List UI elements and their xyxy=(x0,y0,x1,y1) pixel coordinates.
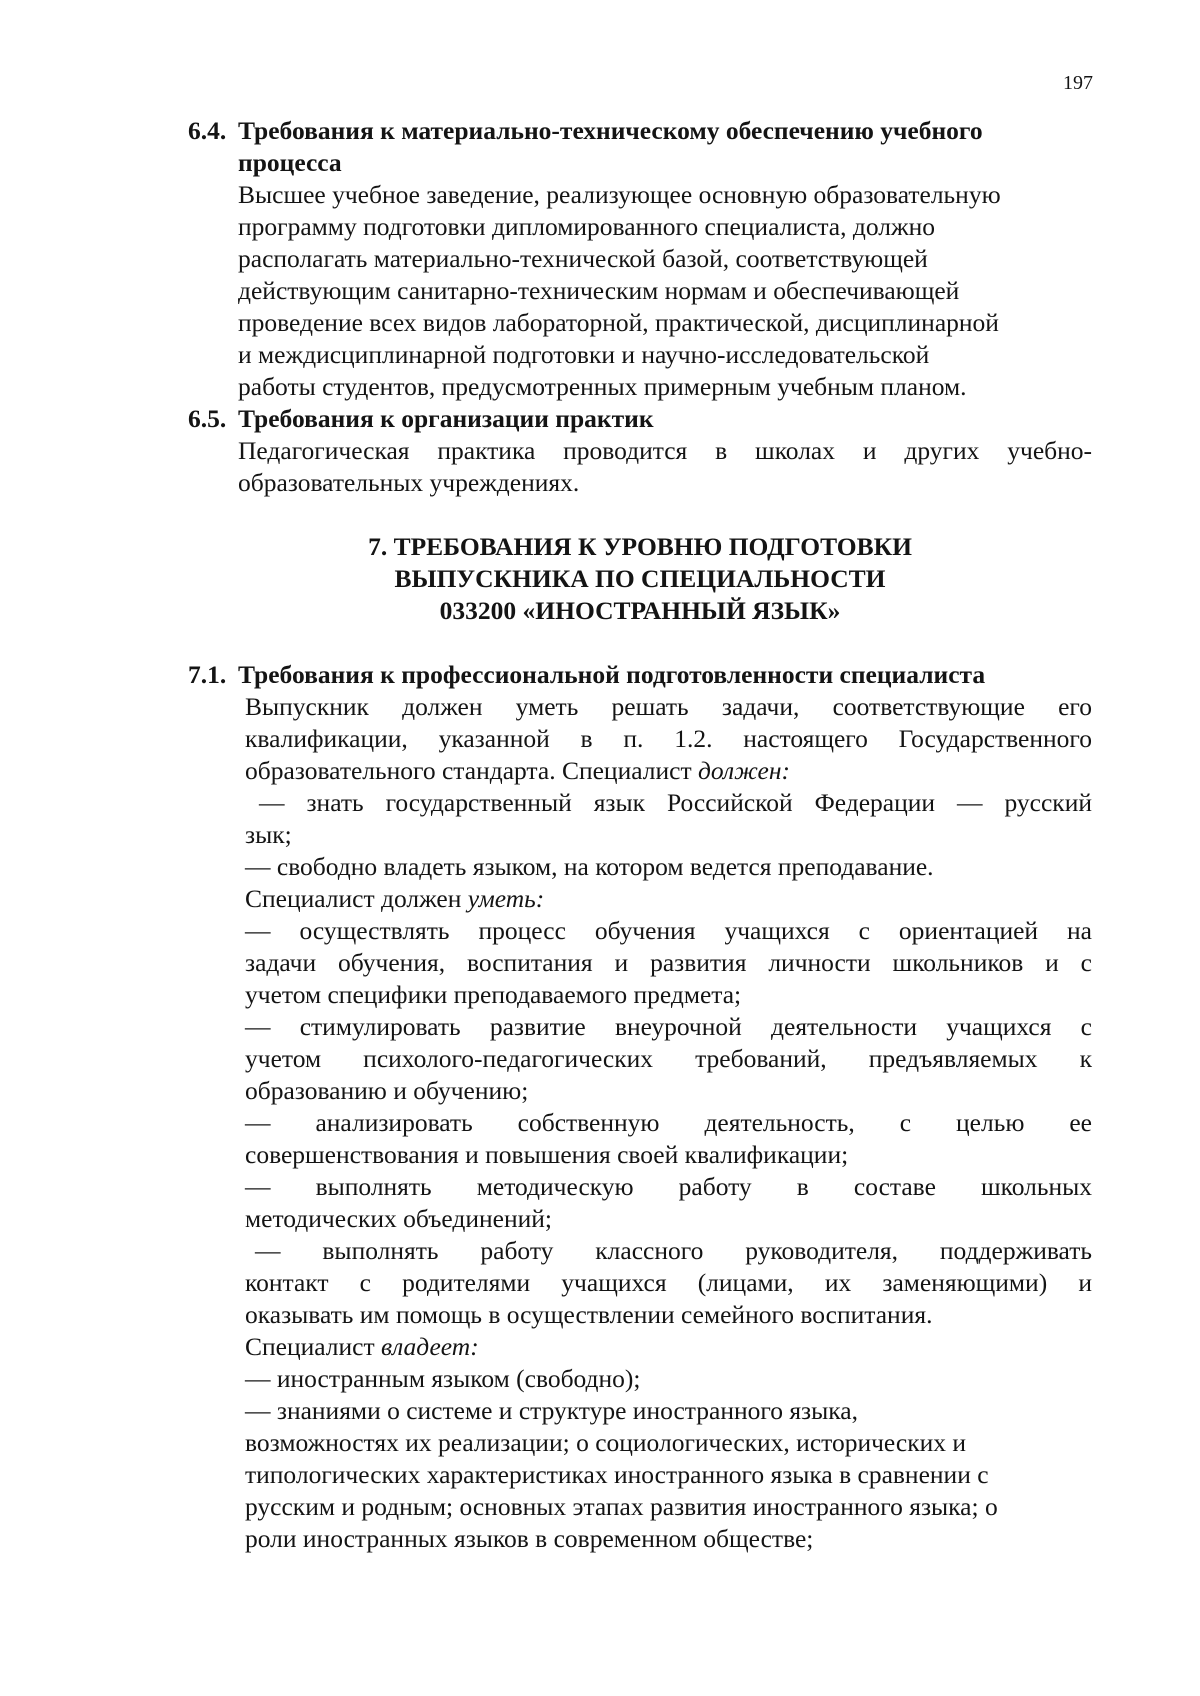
text-line: учетом психолого-педагогических требований, предъявляемых к xyxy=(245,1044,1092,1073)
section-6-4-heading xyxy=(188,115,1092,179)
section-6-5-body xyxy=(238,435,1092,499)
text-line: — выполнять работу классного руководителя, поддерживать xyxy=(255,1236,1092,1265)
text-line: располагать материально-технической базой, соответствующей xyxy=(238,244,928,273)
chapter-title-line: ВЫПУСКНИКА ПО СПЕЦИАЛЬНОСТИ xyxy=(394,564,886,593)
text-line: — знаниями о системе и структуре иностранного языка, xyxy=(245,1396,858,1425)
text-line: — осуществлять процесс обучения учащихся с ориентацией на xyxy=(245,916,1092,945)
text-line: совершенствования и повышения своей квалификации; xyxy=(245,1140,849,1169)
text-line xyxy=(245,883,1092,915)
text-line xyxy=(245,1331,1092,1363)
text-line: контакт с родителями учащихся (лицами, их заменяющими) и xyxy=(245,1268,1092,1297)
text-line: квалификации, указанной в п. 1.2. настоящего Государственного xyxy=(245,724,1092,753)
text-line: типологических характеристиках иностранного языка в сравнении с xyxy=(245,1460,989,1489)
section-title: Требования к организации практик xyxy=(238,404,654,433)
text-line: Выпускник должен уметь решать задачи, соответствующие его xyxy=(245,692,1092,721)
section-number: 7.1. xyxy=(188,660,227,689)
text-line: — анализировать собственную деятельность, с целью ее xyxy=(245,1108,1092,1137)
text-line: — иностранным языком (свободно); xyxy=(245,1364,641,1393)
text-line: зык; xyxy=(245,820,292,849)
italic-text: уметь: xyxy=(467,884,545,913)
chapter-7-title xyxy=(188,531,1092,627)
text-line: задачи обучения, воспитания и развития личности школьников и с xyxy=(245,948,1092,977)
text-span: Специалист должен xyxy=(245,884,468,913)
section-title: Требования к профессиональной подготовленности специалиста xyxy=(238,660,986,689)
text-line: действующим санитарно-техническим нормам и обеспечивающей xyxy=(238,276,960,305)
section-title: Требования к материально-техническому обеспечению учебного процесса xyxy=(238,116,983,177)
chapter-title-line: 7. ТРЕБОВАНИЯ К УРОВНЮ ПОДГОТОВКИ xyxy=(368,532,912,561)
page-number: 197 xyxy=(1063,72,1093,94)
section-7-1-body xyxy=(245,691,1092,1555)
page-content xyxy=(188,115,1092,1555)
section-6-4-body xyxy=(238,179,1092,403)
text-line: роли иностранных языков в современном обществе; xyxy=(245,1524,814,1553)
text-line: учетом специфики преподаваемого предмета; xyxy=(245,980,742,1009)
text-line: Высшее учебное заведение, реализующее основную образовательную xyxy=(238,180,1001,209)
chapter-title-line: 033200 «ИНОСТРАННЫЙ ЯЗЫК» xyxy=(439,596,841,625)
text-line: работы студентов, предусмотренных примерным учебным планом. xyxy=(238,372,967,401)
italic-text: должен: xyxy=(697,756,790,785)
section-number: 6.5. xyxy=(188,404,227,433)
text-line: Педагогическая практика проводится в школах и других учебно- xyxy=(238,436,1092,465)
section-7-1-heading xyxy=(188,659,1092,691)
text-line xyxy=(245,755,1092,787)
text-line: возможностях их реализации; о социологических, исторических и xyxy=(245,1428,966,1457)
text-line: оказывать им помощь в осуществлении семейного воспитания. xyxy=(245,1300,933,1329)
italic-text: владеет: xyxy=(381,1332,479,1361)
text-line: образованию и обучению; xyxy=(245,1076,529,1105)
section-6-5-heading xyxy=(188,403,1092,435)
text-line: — стимулировать развитие внеурочной деятельности учащихся с xyxy=(245,1012,1092,1041)
text-line: методических объединений; xyxy=(245,1204,553,1233)
text-line: — знать государственный язык Российской Федерации — русский xyxy=(259,788,1092,817)
section-number: 6.4. xyxy=(188,116,227,145)
text-line: проведение всех видов лабораторной, практической, дисциплинарной xyxy=(238,308,999,337)
text-span: Специалист xyxy=(245,1332,382,1361)
text-line: — свободно владеть языком, на котором ведется преподавание. xyxy=(245,852,934,881)
text-line: программу подготовки дипломированного специалиста, должно xyxy=(238,212,935,241)
text-line: — выполнять методическую работу в составе школьных xyxy=(245,1172,1092,1201)
text-span: образовательного стандарта. Специалист xyxy=(245,756,698,785)
text-line: и междисциплинарной подготовки и научно-исследовательской xyxy=(238,340,930,369)
text-line: русским и родным; основных этапах развития иностранного языка; о xyxy=(245,1492,998,1521)
text-line: образовательных учреждениях. xyxy=(238,468,580,497)
